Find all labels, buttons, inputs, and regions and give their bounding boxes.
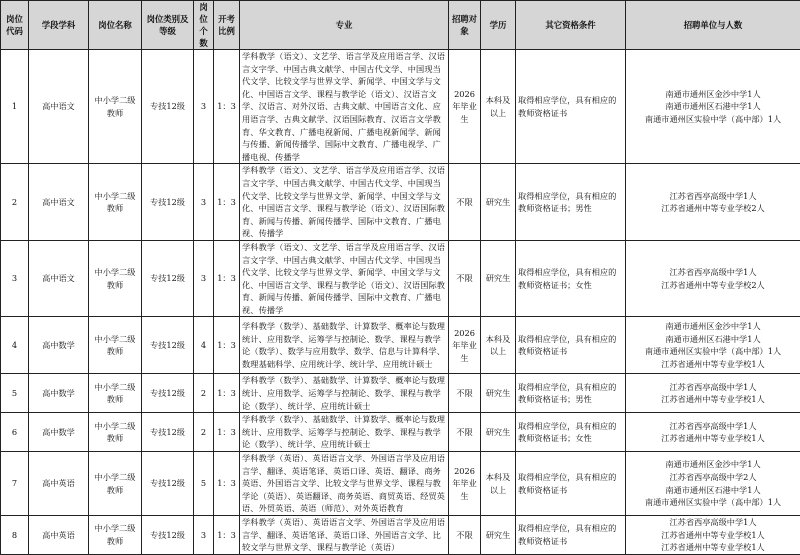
header-other: 其它资格条件 xyxy=(516,1,626,50)
cell-other: 取得相应学位，具有相应的教师资格证书；男性 xyxy=(516,374,626,413)
cell-post-name: 中小学二级教师 xyxy=(89,516,142,555)
header-category: 岗位类别及等级 xyxy=(142,1,194,50)
cell-ratio: 1：3 xyxy=(214,164,240,241)
cell-education: 本科及以上 xyxy=(481,50,516,164)
cell-category: 专技12级 xyxy=(142,50,194,164)
cell-units xyxy=(626,413,800,452)
cell-code: 3 xyxy=(1,240,29,317)
unit-entry: 江苏省西亭高级中学1人 xyxy=(628,190,798,203)
cell-subject: 高中英语 xyxy=(29,452,89,516)
cell-post-name: 中小学二级教师 xyxy=(89,374,142,413)
cell-count: 3 xyxy=(194,50,214,164)
cell-code: 1 xyxy=(1,50,29,164)
cell-ratio: 1：3 xyxy=(214,240,240,317)
cell-target: 2026年毕业生 xyxy=(449,317,481,374)
header-target: 招聘对象 xyxy=(449,1,481,50)
unit-entry: 南通市通州区石港中学1人 xyxy=(628,333,798,346)
cell-post-name: 中小学二级教师 xyxy=(89,240,142,317)
cell-other: 取得相应学位，具有相应的教师资格证书；女性 xyxy=(516,240,626,317)
unit-entry: 江苏省通州中等专业学校1人 xyxy=(628,432,798,445)
table-row xyxy=(1,317,800,374)
cell-count: 3 xyxy=(194,164,214,241)
cell-other: 取得相应学位，具有相应的教师资格证书 xyxy=(516,452,626,516)
header-ratio: 开考比例 xyxy=(214,1,240,50)
table-header xyxy=(1,1,800,50)
unit-entry: 南通市通州区实验中学（高中部）1人 xyxy=(628,113,798,126)
cell-target: 不限 xyxy=(449,240,481,317)
cell-subject: 高中数学 xyxy=(29,317,89,374)
cell-post-name: 中小学二级教师 xyxy=(89,413,142,452)
cell-education: 研究生 xyxy=(481,374,516,413)
cell-units xyxy=(626,317,800,374)
unit-entry: 南通市通州区实验中学（高中部）1人 xyxy=(628,496,798,509)
cell-major: 学科教学（语文）、文艺学、语言学及应用语言学、汉语言文字学、中国古典文献学、中国古代文学、中国现当代文学、比较文学与世界文学、新闻学、中国文学与文化、中国语言文学、课程与教学论（语文）、汉语国际教育、新闻与传播、新闻传播学、国际中文教育、广播电视、传播学 xyxy=(240,240,449,317)
cell-major: 学科教学（数学）、基础数学、计算数学、概率论与数理统计、应用数学、运筹学与控制论、数学、课程与教学论（数学）、统计学、应用统计硕士 xyxy=(240,413,449,452)
cell-subject: 高中数学 xyxy=(29,413,89,452)
cell-subject: 高中语文 xyxy=(29,164,89,241)
cell-code: 5 xyxy=(1,374,29,413)
cell-ratio: 1：3 xyxy=(214,413,240,452)
cell-ratio: 1：3 xyxy=(214,516,240,555)
header-post-name: 岗位名称 xyxy=(89,1,142,50)
cell-education: 研究生 xyxy=(481,240,516,317)
cell-units xyxy=(626,50,800,164)
cell-other: 取得相应学位，具有相应的教师资格证书 xyxy=(516,50,626,164)
unit-entry: 江苏省西亭高级中学1人 xyxy=(628,266,798,279)
table-row xyxy=(1,50,800,164)
table-row xyxy=(1,413,800,452)
unit-entry: 南通市通州区金沙中学1人 xyxy=(628,320,798,333)
cell-target: 不限 xyxy=(449,413,481,452)
cell-category: 专技12级 xyxy=(142,452,194,516)
cell-other: 取得相应学位，具有相应的教师资格证书 xyxy=(516,317,626,374)
cell-count: 2 xyxy=(194,413,214,452)
cell-major: 学科教学（数学）、基础数学、计算数学、概率论与数理统计、应用数学、运筹学与控制论、数学、课程与教学论（数学）、统计学、应用统计硕士 xyxy=(240,374,449,413)
cell-subject: 高中英语 xyxy=(29,516,89,555)
unit-entry: 江苏省西亭高级中学2人 xyxy=(628,471,798,484)
cell-category: 专技12级 xyxy=(142,317,194,374)
unit-entry: 江苏省通州中等专业学校1人 xyxy=(628,358,798,371)
cell-count: 4 xyxy=(194,317,214,374)
cell-major: 学科教学（语文）、文艺学、语言学及应用语言学、汉语言文字学、中国古典文献学、中国古代文学、中国现当代文学、比较文学与世界文学、新闻学、中国文学与文化、中国语言文学、课程与教学论（语文）、汉语国际教育、新闻与传播、新闻传播学、国际中文教育、广播电视、传播学 xyxy=(240,164,449,241)
cell-count: 2 xyxy=(194,374,214,413)
cell-category: 专技12级 xyxy=(142,413,194,452)
cell-subject: 高中语文 xyxy=(29,50,89,164)
cell-other: 取得相应学位，具有相应的教师资格证书；女性 xyxy=(516,413,626,452)
cell-count: 3 xyxy=(194,240,214,317)
unit-entry: 南通市通州区金沙中学1人 xyxy=(628,88,798,101)
unit-entry: 江苏省通州中等专业学校2人 xyxy=(628,202,798,215)
cell-category: 专技12级 xyxy=(142,516,194,555)
cell-count: 5 xyxy=(194,452,214,516)
cell-count: 3 xyxy=(194,516,214,555)
cell-education: 研究生 xyxy=(481,164,516,241)
cell-units xyxy=(626,452,800,516)
table-row xyxy=(1,374,800,413)
cell-code: 4 xyxy=(1,317,29,374)
unit-entry: 南通市通州区实验中学（高中部）1人 xyxy=(628,345,798,358)
table-row xyxy=(1,240,800,317)
cell-ratio: 1：3 xyxy=(214,50,240,164)
unit-entry: 江苏省通州中等专业学校2人 xyxy=(628,279,798,292)
cell-target: 不限 xyxy=(449,516,481,555)
cell-subject: 高中数学 xyxy=(29,374,89,413)
cell-units xyxy=(626,516,800,555)
cell-units xyxy=(626,240,800,317)
cell-code: 2 xyxy=(1,164,29,241)
cell-other: 取得相应学位，具有相应的教师资格证书；男性 xyxy=(516,164,626,241)
cell-post-name: 中小学二级教师 xyxy=(89,50,142,164)
cell-subject: 高中语文 xyxy=(29,240,89,317)
cell-education: 本科及以上 xyxy=(481,452,516,516)
cell-major: 学科教学（语文）、文艺学、语言学及应用语言学、汉语言文字学、中国古典文献学、中国古代文学、中国现当代文学、比较文学与世界文学、新闻学、中国文学与文化、中国语言文学、课程与教学论（语文）、汉语言文学、汉语言、对外汉语、古典文献、中国语言文化、应用语言学、古典文献学、汉语国际教育、汉语言文学教育、华文教育、广播电视新闻、广播电视新闻学、新闻与传播、新闻传播学、国际中文教育、广播电视学、广播电视、传播学 xyxy=(240,50,449,164)
table-body xyxy=(1,50,800,555)
cell-category: 专技12级 xyxy=(142,164,194,241)
unit-entry: 江苏省西亭高级中学1人 xyxy=(628,516,798,529)
cell-target: 2026年毕业生 xyxy=(449,452,481,516)
unit-entry: 江苏省通州中等专业学校1人 xyxy=(628,541,798,554)
cell-post-name: 中小学二级教师 xyxy=(89,164,142,241)
cell-category: 专技12级 xyxy=(142,374,194,413)
table-row xyxy=(1,452,800,516)
header-major: 专业 xyxy=(240,1,449,50)
cell-other: 取得相应学位，具有相应的教师资格证书 xyxy=(516,516,626,555)
unit-entry: 南通市通州区金沙中学1人 xyxy=(628,458,798,471)
unit-entry: 江苏省通州中等专业学校1人 xyxy=(628,393,798,406)
unit-entry: 江苏省通州中等专业学校1人 xyxy=(628,529,798,542)
cell-post-name: 中小学二级教师 xyxy=(89,452,142,516)
cell-major: 学科教学（英语）、英语语言文学、外国语言学及应用语言学、翻译、英语笔译、英语口译、外国语言文学、比较文学与世界文学、课程与教学论（英语） xyxy=(240,516,449,555)
header-units: 招聘单位与人数 xyxy=(626,1,800,50)
cell-ratio: 1：3 xyxy=(214,452,240,516)
unit-entry: 南通市通州区石港中学1人 xyxy=(628,484,798,497)
cell-major: 学科教学（英语）、英语语言文学、外国语言学及应用语言学、翻译、英语笔译、英语口译、英语、翻译、商务英语、外国语言文学、比较文学与世界文学、课程与教学论（英语）、英语翻译、商务英语、商贸英语、经贸英语、外贸英语、英语（师范）、对外英语教育 xyxy=(240,452,449,516)
header-education: 学历 xyxy=(481,1,516,50)
cell-education: 本科及以上 xyxy=(481,317,516,374)
cell-post-name: 中小学二级教师 xyxy=(89,317,142,374)
unit-entry: 江苏省西亭高级中学1人 xyxy=(628,420,798,433)
cell-ratio: 1：3 xyxy=(214,317,240,374)
cell-category: 专技12级 xyxy=(142,240,194,317)
cell-ratio: 1：3 xyxy=(214,374,240,413)
unit-entry: 南通市通州区石港中学1人 xyxy=(628,100,798,113)
header-code: 岗位代码 xyxy=(1,1,29,50)
table-row xyxy=(1,164,800,241)
cell-units xyxy=(626,164,800,241)
cell-education: 研究生 xyxy=(481,413,516,452)
cell-code: 6 xyxy=(1,413,29,452)
cell-education: 研究生 xyxy=(481,516,516,555)
cell-major: 学科教学（数学）、基础数学、计算数学、概率论与数理统计、应用数学、运筹学与控制论、数学、课程与教学论（数学）、数学与应用数学、数学、信息与计算科学、数理基础科学、应用统计学、统计学、应用统计硕士 xyxy=(240,317,449,374)
cell-target: 2026年毕业生 xyxy=(449,50,481,164)
cell-code: 8 xyxy=(1,516,29,555)
unit-entry: 江苏省西亭高级中学1人 xyxy=(628,381,798,394)
table-row xyxy=(1,516,800,555)
cell-code: 7 xyxy=(1,452,29,516)
cell-target: 不限 xyxy=(449,164,481,241)
header-count: 岗位个数 xyxy=(194,1,214,50)
cell-units xyxy=(626,374,800,413)
cell-target: 不限 xyxy=(449,374,481,413)
header-subject: 学段学科 xyxy=(29,1,89,50)
